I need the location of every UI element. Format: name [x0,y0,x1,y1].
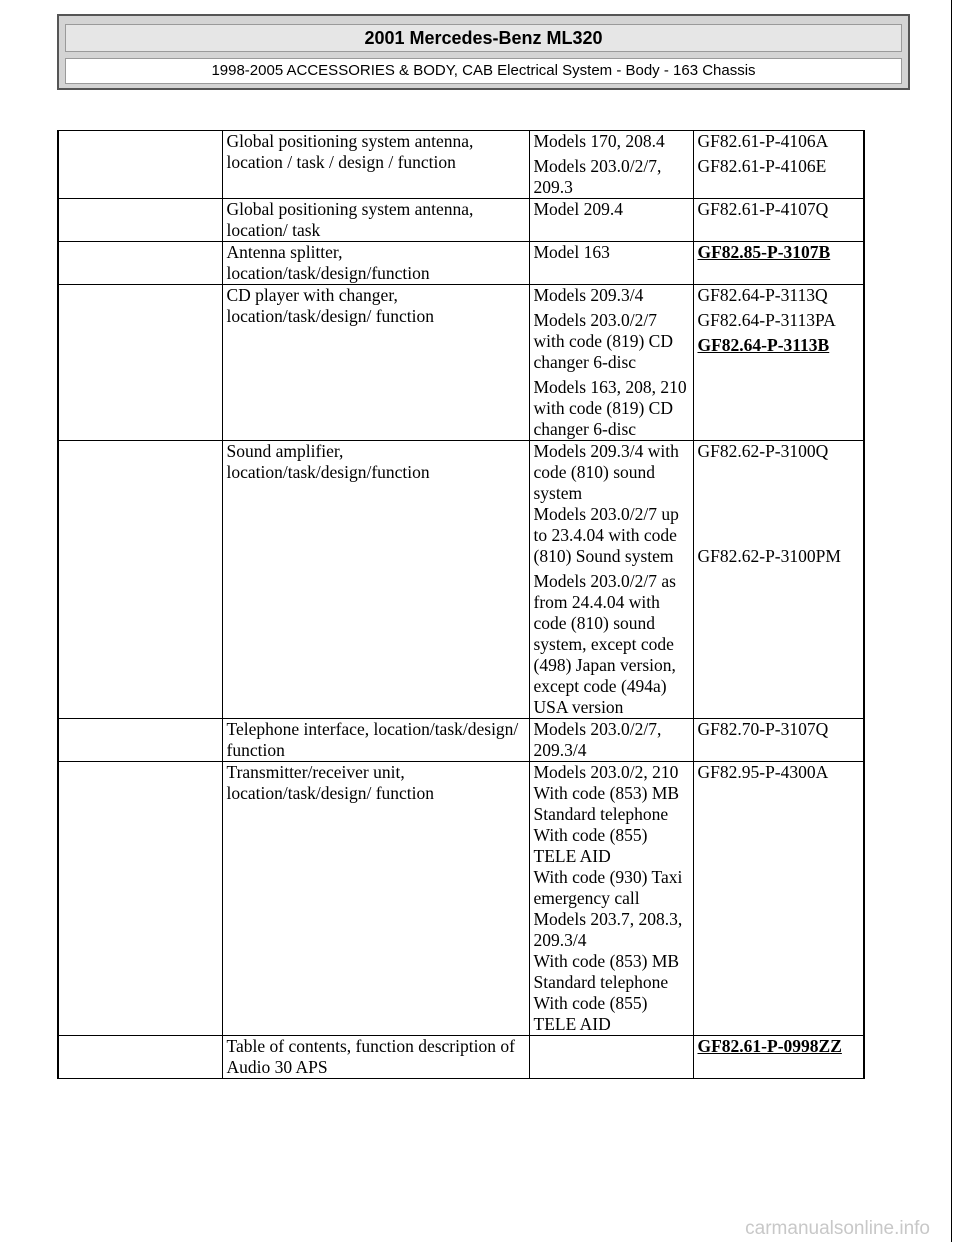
model-entry: With code (855) TELE AID [533,993,648,1034]
section-subtitle: 1998-2005 ACCESSORIES & BODY, CAB Electrical System - Body - 163 Chassis [65,58,902,84]
page-edge-rule [951,0,952,1242]
blank-cell [58,242,222,285]
table-row [58,199,864,242]
document-code: GF82.70-P-3107Q [697,719,829,739]
blank-cell [58,199,222,242]
vehicle-title: 2001 Mercedes-Benz ML320 [65,24,902,52]
description-text: Transmitter/receiver unit, location/task/design/ function [226,762,435,803]
model-entry: Models 203.0/2, 210 [533,762,679,782]
models-cell [529,285,693,441]
document-code: GF82.62-P-3100Q [697,441,829,461]
blank-cell [58,285,222,441]
description-text: Global positioning system antenna, location / task / design / function [226,131,474,172]
document-code: GF82.64-P-3113Q [697,285,828,305]
model-entry: With code (930) Taxi emergency call [533,867,683,908]
table-row [58,285,864,441]
models-cell [529,242,693,285]
document-code-link[interactable]: GF82.85-P-3107B [697,242,831,262]
description-text: Telephone interface, location/task/design/ function [226,719,519,760]
table-row [58,1036,864,1079]
models-cell [529,719,693,762]
model-entry: Models 203.0/2/7 up to 23.4.04 with code (810) Sound system [533,504,679,566]
description-text: Global positioning system antenna, location/ task [226,199,474,240]
description-cell [222,131,529,199]
model-entry: With code (853) MB Standard telephone [533,951,680,992]
document-code-link[interactable]: GF82.61-P-0998ZZ [697,1036,842,1056]
document-code-cell [693,242,864,285]
description-text: Antenna splitter, location/task/design/function [226,242,430,283]
models-cell [529,199,693,242]
document-code: GF82.95-P-4300A [697,762,829,782]
blank-cell [58,1036,222,1079]
blank-cell [58,441,222,719]
document-code: GF82.61-P-4106A [697,131,829,151]
model-entry: Models 209.3/4 with code (810) sound system [533,441,679,503]
document-code: GF82.61-P-4107Q [697,199,829,219]
document-code-cell [693,199,864,242]
model-entry: With code (855) TELE AID [533,825,648,866]
description-cell [222,242,529,285]
model-entry: Models 163, 208, 210 with code (819) CD changer 6-disc [533,377,687,439]
table-row [58,762,864,1036]
model-entry: Model 209.4 [533,199,623,219]
reference-table-wrap [57,130,863,1079]
document-code-cell [693,1036,864,1079]
models-cell [529,762,693,1036]
description-cell [222,441,529,719]
table-row [58,441,864,719]
table-row [58,719,864,762]
models-cell [529,1036,693,1079]
document-code: GF82.62-P-3100PM [697,546,841,566]
description-text: Sound amplifier, location/task/design/function [226,441,430,482]
model-entry: Models 209.3/4 [533,285,644,305]
model-entry: With code (853) MB Standard telephone [533,783,680,824]
blank-cell [58,719,222,762]
blank-cell [58,131,222,199]
description-cell [222,762,529,1036]
table-row [58,242,864,285]
document-code-cell [693,131,864,199]
model-entry: Model 163 [533,242,610,262]
description-cell [222,285,529,441]
description-cell [222,199,529,242]
page-header [57,14,910,90]
description-text: Table of contents, function description of Audio 30 APS [226,1036,515,1077]
blank-cell [58,762,222,1036]
model-entry: Models 203.0/2/7, 209.3/4 [533,719,662,760]
description-cell [222,1036,529,1079]
model-entry: Models 203.7, 208.3, 209.3/4 [533,909,683,950]
model-entry: Models 203.0/2/7, 209.3 [533,156,662,197]
table-row [58,131,864,199]
model-entry: Models 170, 208.4 [533,131,665,151]
model-entry: Models 203.0/2/7 with code (819) CD changer 6-disc [533,310,673,372]
document-code: GF82.61-P-4106E [697,156,827,176]
reference-table [57,130,865,1079]
document-code-cell [693,719,864,762]
document-code: GF82.64-P-3113PA [697,310,836,330]
description-cell [222,719,529,762]
model-entry: Models 203.0/2/7 as from 24.4.04 with code (810) sound system, except code (498) Japan version, except code (494a) USA version [533,571,676,717]
models-cell [529,131,693,199]
document-code-link[interactable]: GF82.64-P-3113B [697,335,830,355]
watermark: carmanualsonline.info [745,1218,930,1239]
document-code-cell [693,762,864,1036]
models-cell [529,441,693,719]
description-text: CD player with changer, location/task/design/ function [226,285,435,326]
document-code-cell [693,285,864,441]
document-code-cell [693,441,864,719]
